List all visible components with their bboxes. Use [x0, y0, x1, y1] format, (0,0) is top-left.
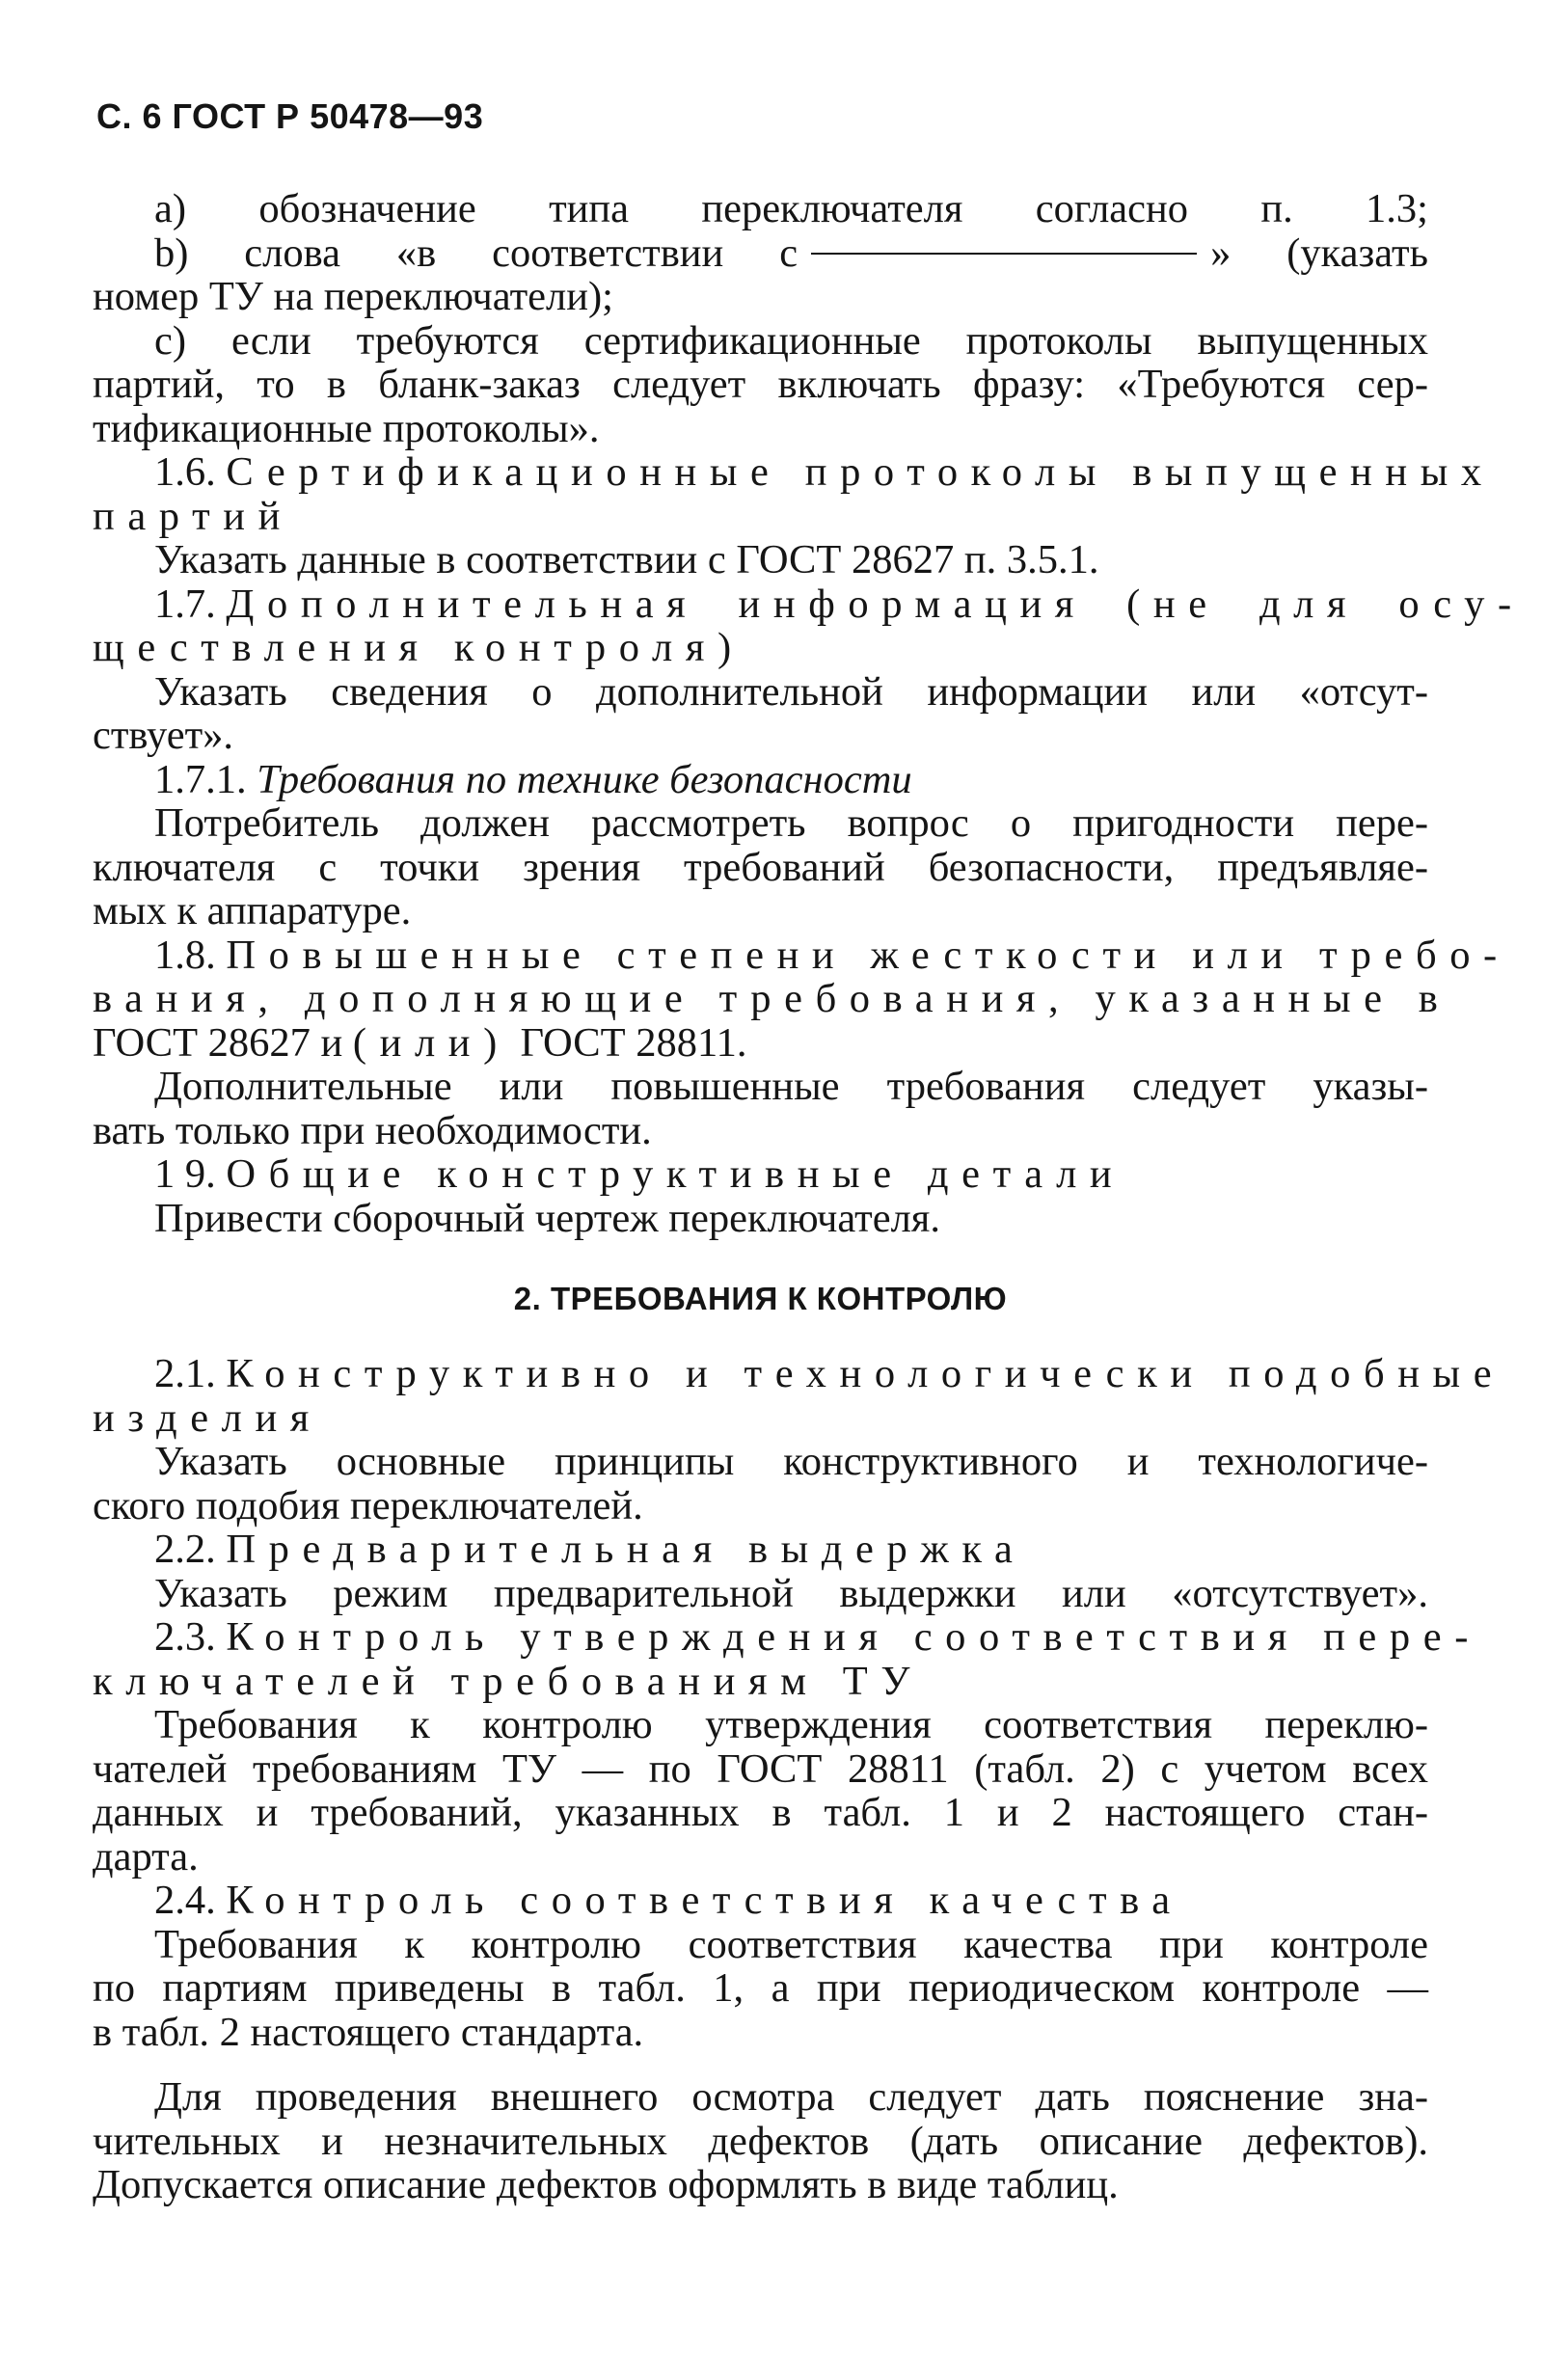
section-1-8-body: вать только при необходимости.: [93, 1107, 652, 1153]
conjunction: (или): [352, 1019, 510, 1066]
blank-line: [811, 253, 1197, 255]
paragraph-gap: [93, 2054, 1428, 2075]
section-1-7-1-body: Потребитель должен рассмотреть вопрос о пригодности пере-: [154, 800, 1428, 846]
section-number: 1.7.: [154, 581, 216, 627]
document-page: [93, 96, 1525, 2207]
section-1-7-1-body: мых к аппаратуре.: [93, 888, 412, 933]
section-title: Повышенные степени жесткости или требо-: [226, 932, 1510, 978]
section-title: Сертификационные протоколы выпущенных: [226, 449, 1495, 495]
section-2-2-body: Указать режим предварительной выдержки или «отсутствует».: [154, 1570, 1428, 1616]
section-2-3-heading-cont: ключателей требованиям ТУ: [93, 1658, 924, 1704]
item-a: а) обозначение типа переключателя согласно п. 1.3;: [154, 186, 1428, 231]
final-paragraph-line: чительных и незначительных дефектов (дать описание дефектов).: [93, 2118, 1428, 2164]
section-2-3-body: Требования к контролю утверждения соответствия переклю-: [154, 1702, 1428, 1747]
section-2-4-body: Требования к контролю соответствия качества при контроле: [154, 1921, 1428, 1967]
section-1-9-heading: [93, 1152, 1428, 1197]
section-2-3-body: данных и требований, указанных в табл. 1 и 2 настоящего стан-: [93, 1790, 1428, 1835]
section-title: Контроль утверждения соответствия пере-: [226, 1614, 1481, 1660]
page-header: С. 6 ГОСТ Р 50478—93: [96, 96, 484, 136]
section-1-8-heading: [93, 932, 1510, 978]
section-2-1-body: ского подобия переключателей.: [93, 1482, 643, 1528]
section-1-6-body: Указать данные в соответствии с ГОСТ 28627 п. 3.5.1.: [154, 537, 1099, 582]
section-number: 1 9.: [154, 1151, 216, 1197]
section-title: Предварительная выдержка: [226, 1527, 1026, 1572]
final-paragraph-line: Допускается описание дефектов оформлять в виде таблиц.: [93, 2162, 1119, 2207]
item-b: [93, 231, 1428, 276]
section-number: 2.4.: [154, 1878, 216, 1923]
section-number: 2.2.: [154, 1527, 216, 1572]
section-2-3-body: дарта.: [93, 1833, 199, 1880]
section-title: Общие конструктивные детали: [226, 1151, 1125, 1197]
section-1-9-body: Привести сборочный чертеж переключателя.: [154, 1195, 940, 1241]
section-number: 1.6.: [154, 449, 216, 495]
section-1-7-heading-cont: ществления контроля): [93, 625, 744, 670]
final-paragraph-line: Для проведения внешнего осмотра следует дать пояснение зна-: [154, 2074, 1428, 2120]
section-2-1-heading: [93, 1351, 1505, 1396]
section-2-title: 2. ТРЕБОВАНИЯ К КОНТРОЛЮ: [513, 1281, 1008, 1316]
section-1-7-1-body: ключателя с точки зрения требований безопасности, предъявляе-: [93, 844, 1428, 890]
section-1-8-heading-cont: вания, дополняющие требования, указанные в: [93, 976, 1451, 1021]
section-1-7-heading: [93, 581, 1525, 627]
section-1-7-1-heading: [93, 758, 1428, 802]
item-b-end: » (указать: [1210, 230, 1429, 276]
section-2-4-body: по партиям приведены в табл. 1, а при периодическом контроле —: [93, 1965, 1428, 2011]
item-c-line: партий, то в бланк-заказ следует включать фразу: «Требуются сер-: [93, 362, 1428, 407]
section-title: Дополнительная информация (не для осу-: [226, 581, 1525, 627]
section-1-8-heading-cont: [93, 1021, 1428, 1066]
section-1-8-body: Дополнительные или повышенные требования следует указы-: [154, 1064, 1428, 1109]
item-c-line: с) если требуются сертификационные протоколы выпущенных: [154, 317, 1428, 364]
section-1-7-body: Указать сведения о дополнительной информации или «отсут-: [154, 668, 1428, 715]
section-2-1-body: Указать основные принципы конструктивного и технологиче-: [154, 1439, 1428, 1484]
section-2-1-heading-cont: изделия: [93, 1394, 322, 1441]
section-2-3-body: чателей требованиям ТУ — по ГОСТ 28811 (табл. 2) с учетом всех: [93, 1745, 1428, 1792]
section-title: Контроль соответствия качества: [226, 1878, 1183, 1923]
section-2-2-heading: [93, 1528, 1428, 1572]
section-1-7-body: ствует».: [93, 713, 234, 758]
section-2-4-body: в табл. 2 настоящего стандарта.: [93, 2009, 644, 2055]
section-number: 1.8.: [154, 932, 216, 978]
section-title: Требования по технике безопасности: [257, 756, 912, 802]
item-b-continuation: номер ТУ на переключатели);: [93, 274, 613, 319]
section-number: 1.7.1.: [154, 756, 247, 802]
section-2-3-heading: [93, 1614, 1481, 1660]
item-c-line: тификационные протоколы».: [93, 405, 600, 451]
item-b-start: b) слова «в соответствии с: [154, 230, 799, 276]
section-1-6-heading: [93, 449, 1495, 495]
standard-ref: ГОСТ 28811.: [520, 1019, 747, 1066]
section-title: Конструктивно и технологически подобные: [226, 1351, 1505, 1396]
section-2-4-heading: [93, 1879, 1428, 1923]
standard-ref: ГОСТ 28627 и: [93, 1019, 343, 1066]
section-number: 2.3.: [154, 1614, 216, 1660]
section-1-6-heading-cont: партий: [93, 493, 293, 539]
section-number: 2.1.: [154, 1351, 216, 1396]
